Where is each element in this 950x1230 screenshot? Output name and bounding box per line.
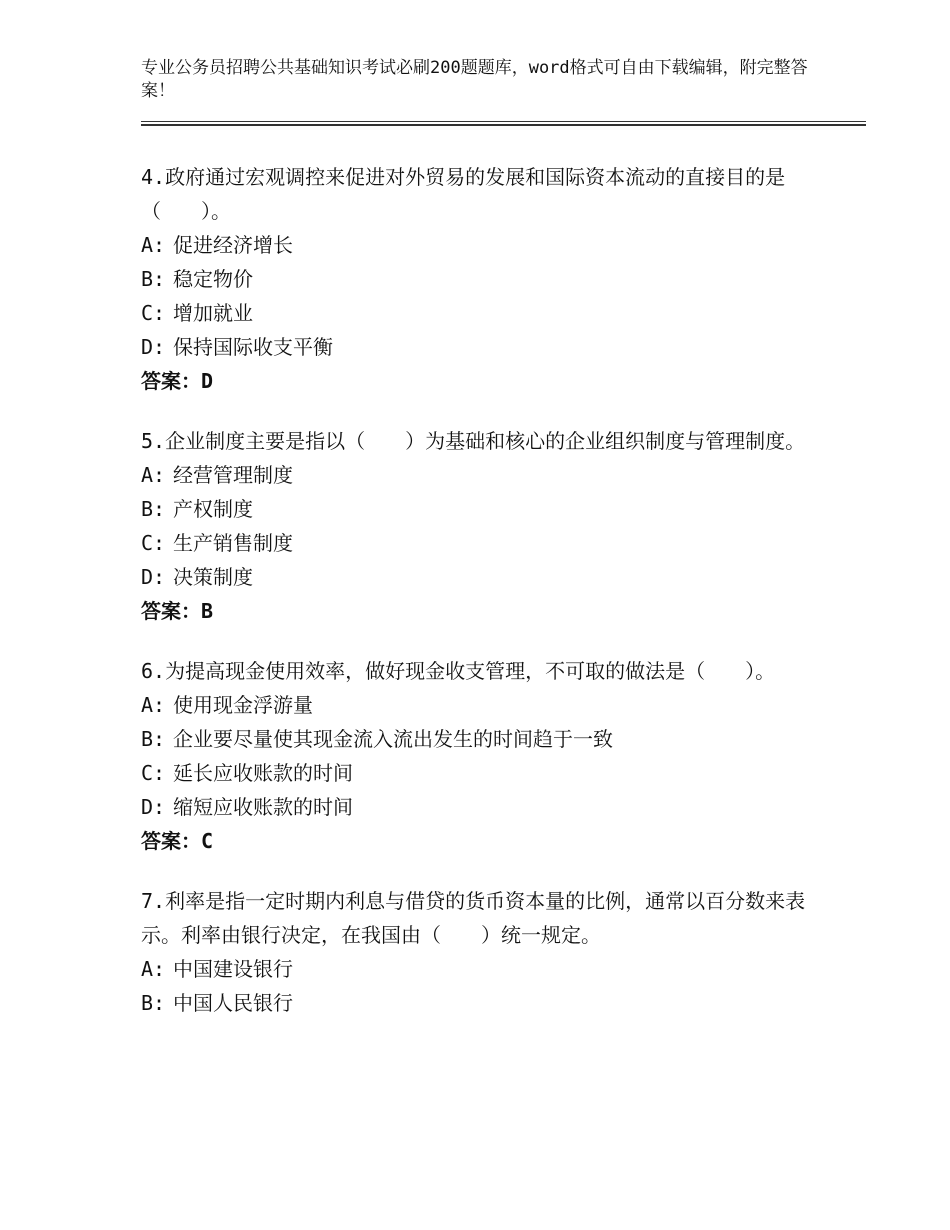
question-6 — [141, 654, 831, 858]
option-key: B: — [141, 727, 166, 751]
option-text: 增加就业 — [173, 301, 253, 325]
option-a — [141, 228, 831, 262]
option-text: 产权制度 — [173, 497, 253, 521]
option-text: 中国建设银行 — [173, 957, 293, 981]
option-c — [141, 756, 831, 790]
option-a — [141, 458, 831, 492]
question-4 — [141, 160, 831, 398]
question-7 — [141, 884, 831, 1020]
option-b — [141, 262, 831, 296]
option-key: D: — [141, 565, 166, 589]
option-key: B: — [141, 267, 166, 291]
option-text: 生产销售制度 — [173, 531, 293, 555]
option-text: 决策制度 — [173, 565, 253, 589]
option-b — [141, 986, 831, 1020]
question-stem: 4.政府通过宏观调控来促进对外贸易的发展和国际资本流动的直接目的是（ ）。 — [141, 165, 786, 223]
option-text: 企业要尽量使其现金流入流出发生的时间趋于一致 — [173, 727, 613, 751]
option-key: C: — [141, 301, 166, 325]
option-text: 经营管理制度 — [173, 463, 293, 487]
option-key: D: — [141, 795, 166, 819]
option-c — [141, 526, 831, 560]
option-b — [141, 492, 831, 526]
option-a — [141, 688, 831, 722]
option-text: 保持国际收支平衡 — [173, 335, 333, 359]
option-d — [141, 560, 831, 594]
answer-line: 答案：B — [141, 599, 214, 623]
option-c — [141, 296, 831, 330]
option-key: D: — [141, 335, 166, 359]
answer-line: 答案：D — [141, 369, 214, 393]
option-key: C: — [141, 531, 166, 555]
option-text: 使用现金浮游量 — [173, 693, 313, 717]
option-key: A: — [141, 463, 166, 487]
option-text: 稳定物价 — [173, 267, 253, 291]
option-text: 中国人民银行 — [173, 991, 293, 1015]
question-stem: 6.为提高现金使用效率，做好现金收支管理，不可取的做法是（ ）。 — [141, 659, 776, 683]
answer-line: 答案：C — [141, 829, 214, 853]
option-text: 延长应收账款的时间 — [173, 761, 353, 785]
option-a — [141, 952, 831, 986]
option-d — [141, 330, 831, 364]
option-text: 缩短应收账款的时间 — [173, 795, 353, 819]
option-d — [141, 790, 831, 824]
question-stem: 7.利率是指一定时期内利息与借贷的货币资本量的比例，通常以百分数来表示。利率由银行决定，在我国由（ ）统一规定。 — [141, 889, 806, 947]
option-key: A: — [141, 233, 166, 257]
option-key: C: — [141, 761, 166, 785]
option-key: A: — [141, 693, 166, 717]
option-b — [141, 722, 831, 756]
option-key: A: — [141, 957, 166, 981]
question-5 — [141, 424, 831, 628]
question-list — [141, 160, 831, 1046]
option-key: B: — [141, 497, 166, 521]
option-text: 促进经济增长 — [173, 233, 293, 257]
question-stem: 5.企业制度主要是指以（ ）为基础和核心的企业组织制度与管理制度。 — [141, 429, 806, 453]
option-key: B: — [141, 991, 166, 1015]
header-divider — [141, 121, 866, 126]
document-header: 专业公务员招聘公共基础知识考试必刷200题题库，word格式可自由下载编辑，附完整答案！ — [141, 58, 808, 101]
